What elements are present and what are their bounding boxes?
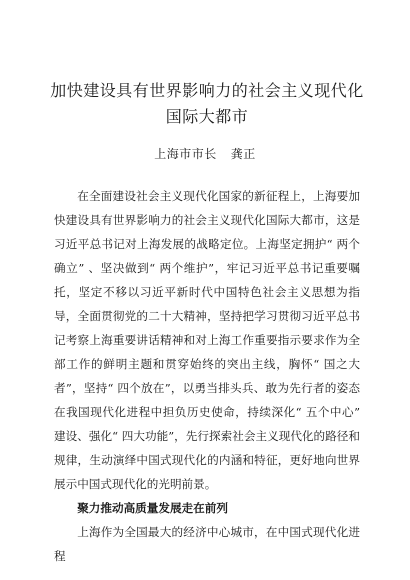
section-heading: 聚力推动高质量发展走在前列 (77, 501, 228, 515)
byline (0, 145, 410, 162)
author-name: 龚正 (230, 147, 256, 161)
document-body (54, 184, 360, 568)
body-paragraph: 上海作为全国最大的经济中心城市，在中国式现代化进程 (54, 525, 360, 563)
author-role: 上海市市长 (154, 147, 217, 161)
document-title: 加快建设具有世界影响力的社会主义现代化国际大都市 (50, 81, 364, 126)
body-paragraph: 在全面建设社会主义现代化国家的新征程上，上海要加快建设具有世界影响力的社会主义现代化国际大都市，这是习近平总书记对上海发展的战略定位。上海坚定拥护“ 两个确立” 、坚决做到“ 两个维护”，牢记习近平总书记重要嘱托，坚定不移以习近平新时代中国特色社会主义思想为指导，全面贯彻党的二十大精神，坚持把学习贯彻习近平总书记考察上海重要讲话精神和对上海工作重要指示要求作为全部工作的鲜明主题和贯穿始终的突出主线，胸怀“ 国之大者”，坚持“ 四个放在”，以勇当排头兵、敢为先行者的姿态在我国现代化进程中担负历史使命，持续深化“ 五个中心” 建设、强化“ 四大功能”，先行探索社会主义现代化的路径和规律，生动演绎中国式现代化的内涵和特征，更好地向世界展示中国式现代化的光明前景。 (54, 189, 360, 491)
